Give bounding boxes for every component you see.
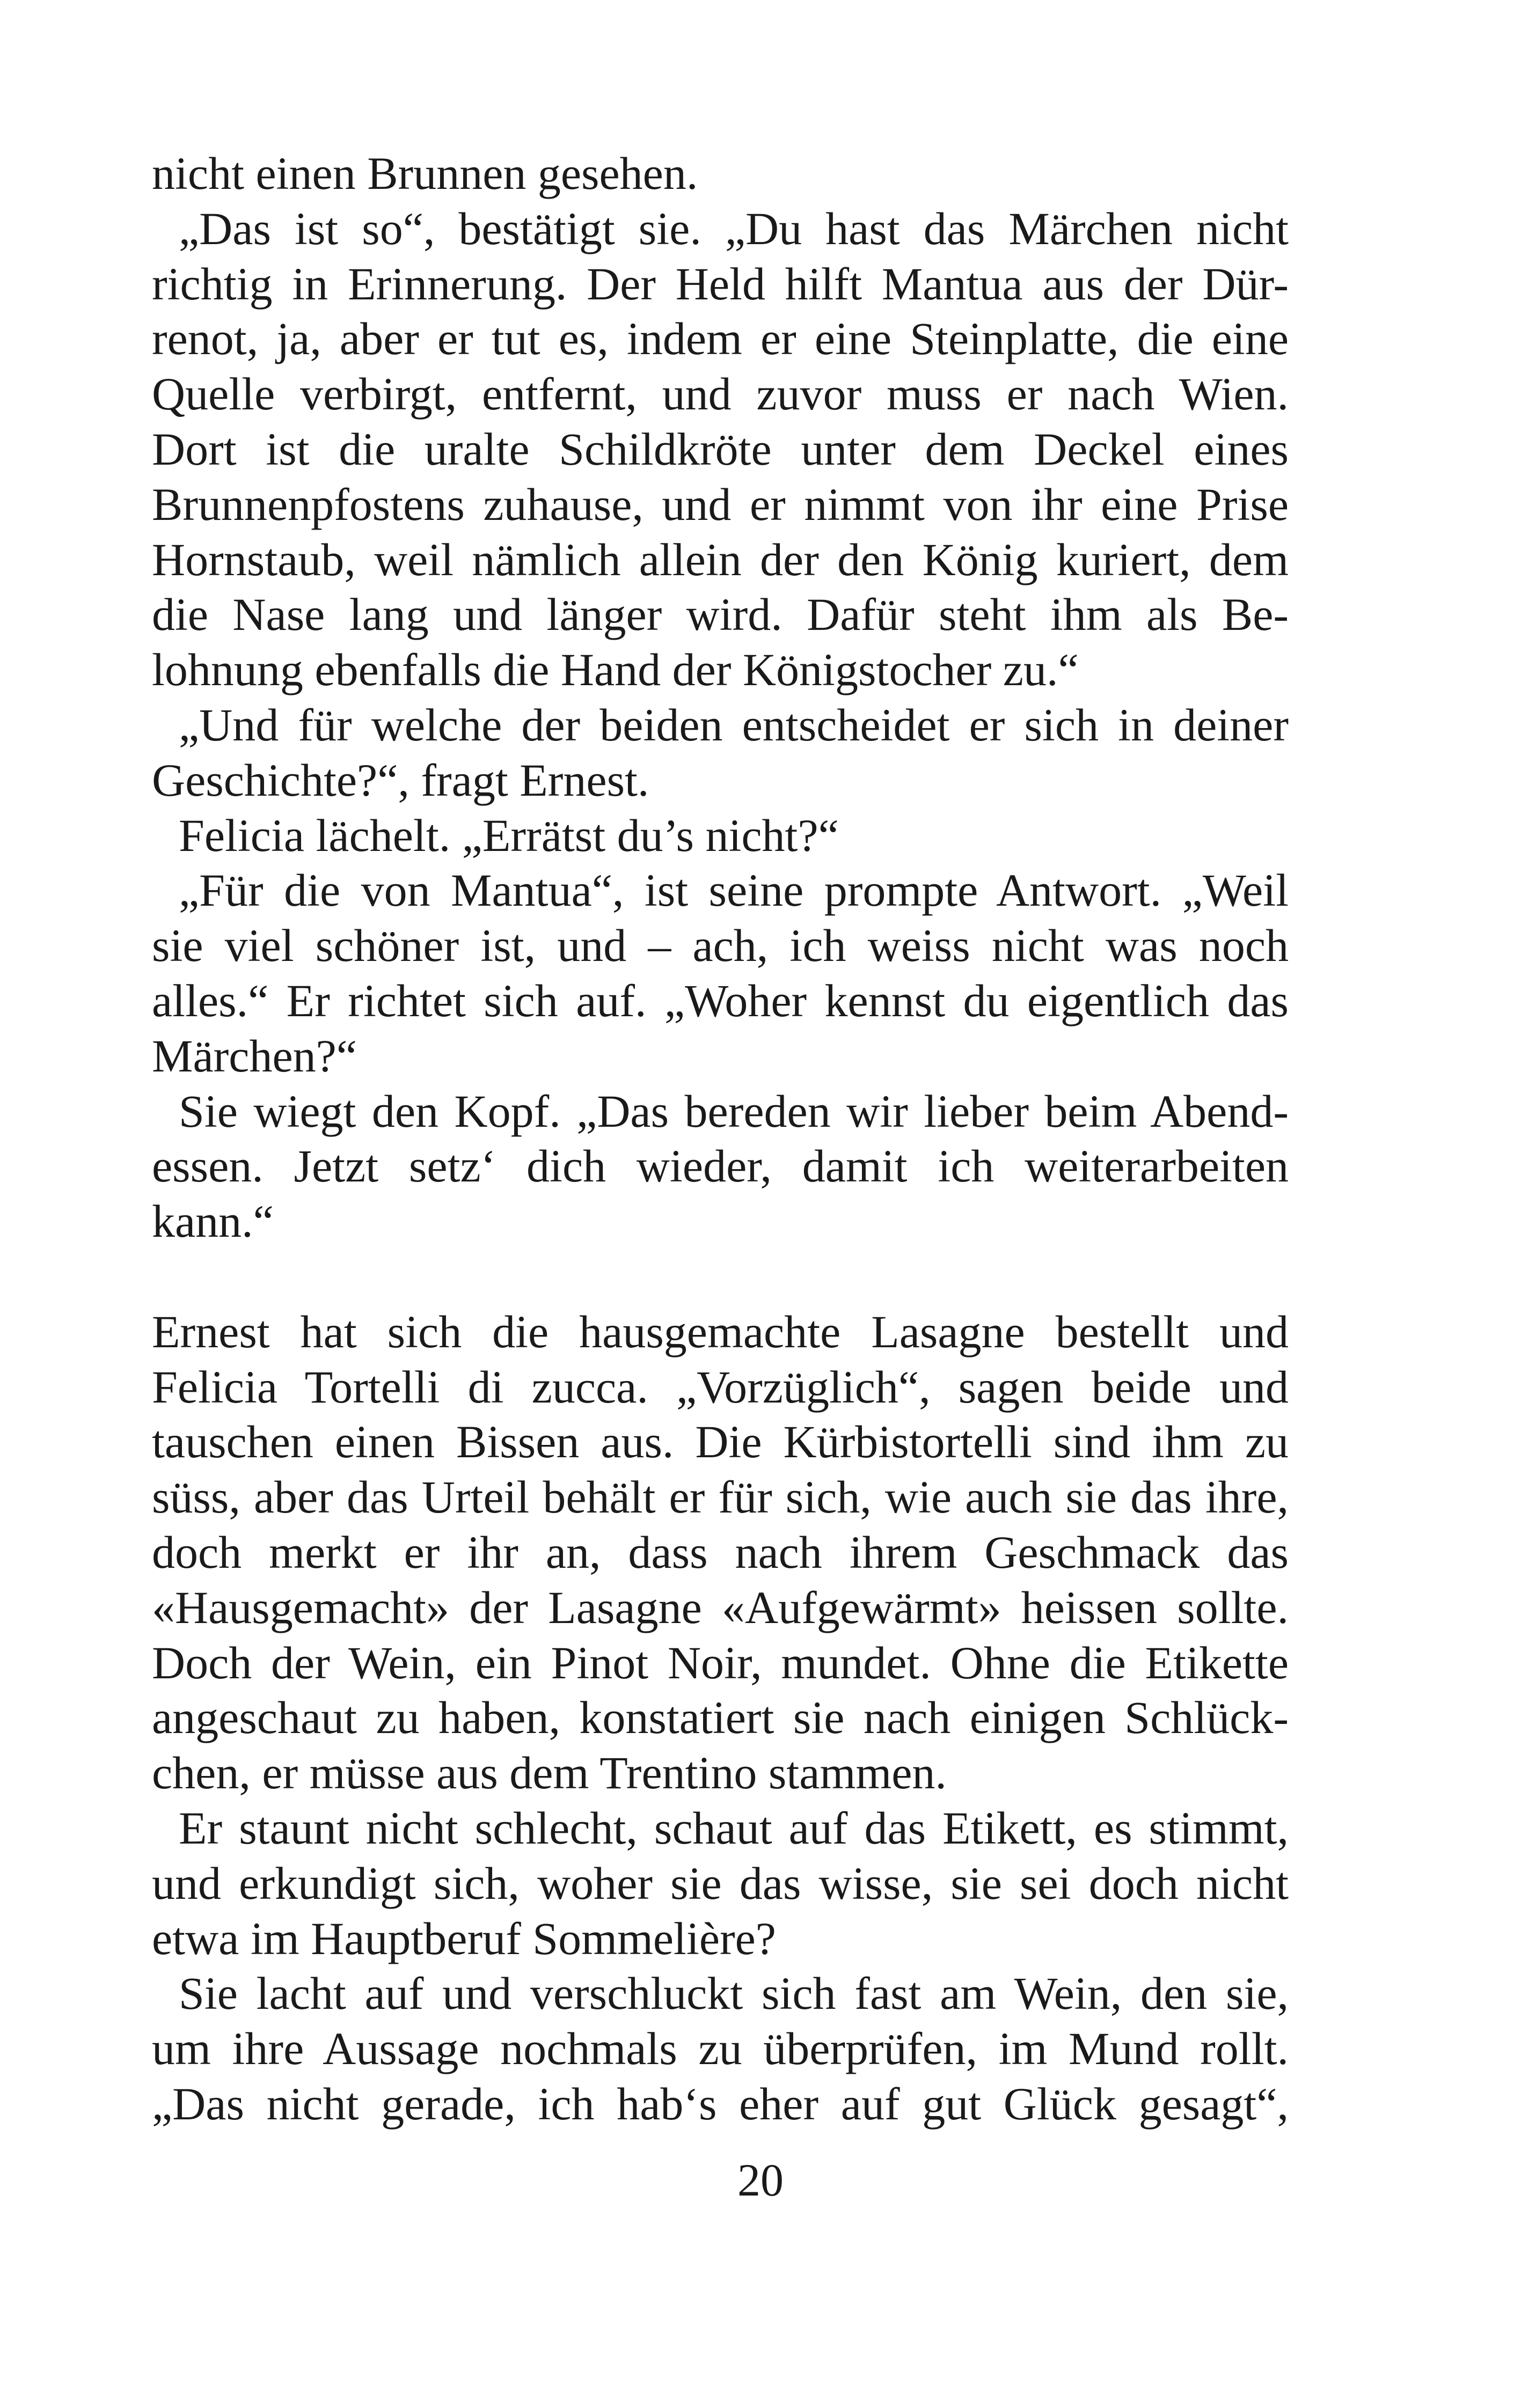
text-line: Sie lacht auf und verschluckt sich fast am Wein, den sie, bbox=[179, 1967, 1289, 2020]
text-line: „Das ist so“, bestätigt sie. „Du hast das Märchen nicht bbox=[179, 202, 1289, 254]
text-line: Brunnenpfostens zuhause, und er nimmt von ihr eine Prise bbox=[152, 478, 1289, 530]
text-line: Quelle verbirgt, entfernt, und zuvor muss er nach Wien. bbox=[152, 368, 1289, 420]
text-line: doch merkt er ihr an, dass nach ihrem Geschmack das bbox=[152, 1526, 1289, 1578]
text-line: Märchen?“ bbox=[152, 1030, 357, 1082]
text-line: süss, aber das Urteil behält er für sich, wie auch sie das ihre, bbox=[152, 1471, 1289, 1523]
text-line: lohnung ebenfalls die Hand der Königstocher zu.“ bbox=[152, 644, 1079, 696]
text-line: etwa im Hauptberuf Sommelière? bbox=[152, 1912, 776, 1964]
text-line: Hornstaub, weil nämlich allein der den König kuriert, dem bbox=[152, 533, 1289, 585]
page-number: 20 bbox=[737, 2154, 784, 2206]
text-line: Doch der Wein, ein Pinot Noir, mundet. Ohne die Etikette bbox=[152, 1636, 1289, 1688]
text-line: „Das nicht gerade, ich hab‘s eher auf gut Glück gesagt“, bbox=[152, 2077, 1289, 2130]
text-line: richtig in Erinnerung. Der Held hilft Mantua aus der Dür- bbox=[152, 258, 1289, 310]
text-line: sie viel schöner ist, und – ach, ich weiss nicht was noch bbox=[152, 920, 1289, 972]
text-line: essen. Jetzt setz‘ dich wieder, damit ich weiterarbeiten bbox=[152, 1140, 1289, 1192]
text-line: um ihre Aussage nochmals zu überprüfen, im Mund rollt. bbox=[152, 2023, 1289, 2075]
section-break bbox=[152, 1249, 1289, 1304]
text-line: Ernest hat sich die hausgemachte Lasagne bestellt und bbox=[152, 1305, 1289, 1357]
text-line: „Und für welche der beiden entscheidet er sich in deiner bbox=[179, 699, 1289, 751]
text-line: Dort ist die uralte Schildkröte unter dem Deckel eines bbox=[152, 423, 1289, 475]
text-line: nicht einen Brunnen gesehen. bbox=[152, 148, 698, 199]
text-line: die Nase lang und länger wird. Dafür steht ihm als Be- bbox=[152, 589, 1289, 641]
text-line: renot, ja, aber er tut es, indem er eine Steinplatte, die eine bbox=[152, 313, 1289, 365]
text-line: und erkundigt sich, woher sie das wisse, sie sei doch nicht bbox=[152, 1857, 1289, 1909]
text-line: kann.“ bbox=[152, 1195, 274, 1247]
text-line: Sie wiegt den Kopf. „Das bereden wir lieber beim Abend- bbox=[179, 1085, 1289, 1137]
text-line: alles.“ Er richtet sich auf. „Woher kennst du eigentlich das bbox=[152, 974, 1289, 1026]
text-line: „Für die von Mantua“, ist seine prompte Antwort. „Weil bbox=[179, 864, 1289, 916]
text-line: Felicia lächelt. „Errätst du’s nicht?“ bbox=[179, 809, 839, 861]
body-text bbox=[152, 146, 1289, 2132]
text-line: angeschaut zu haben, konstatiert sie nach einigen Schlück- bbox=[152, 1692, 1289, 1744]
text-line: chen, er müsse aus dem Trentino stammen. bbox=[152, 1747, 947, 1799]
text-line: Felicia Tortelli di zucca. „Vorzüglich“, sagen beide und bbox=[152, 1361, 1289, 1413]
text-line: Er staunt nicht schlecht, schaut auf das Etikett, es stimmt, bbox=[179, 1802, 1289, 1854]
text-line: Geschichte?“, fragt Ernest. bbox=[152, 754, 649, 806]
text-line: tauschen einen Bissen aus. Die Kürbistortelli sind ihm zu bbox=[152, 1416, 1289, 1468]
text-line: «Hausgemacht» der Lasagne «Aufgewärmt» heissen sollte. bbox=[152, 1581, 1289, 1633]
